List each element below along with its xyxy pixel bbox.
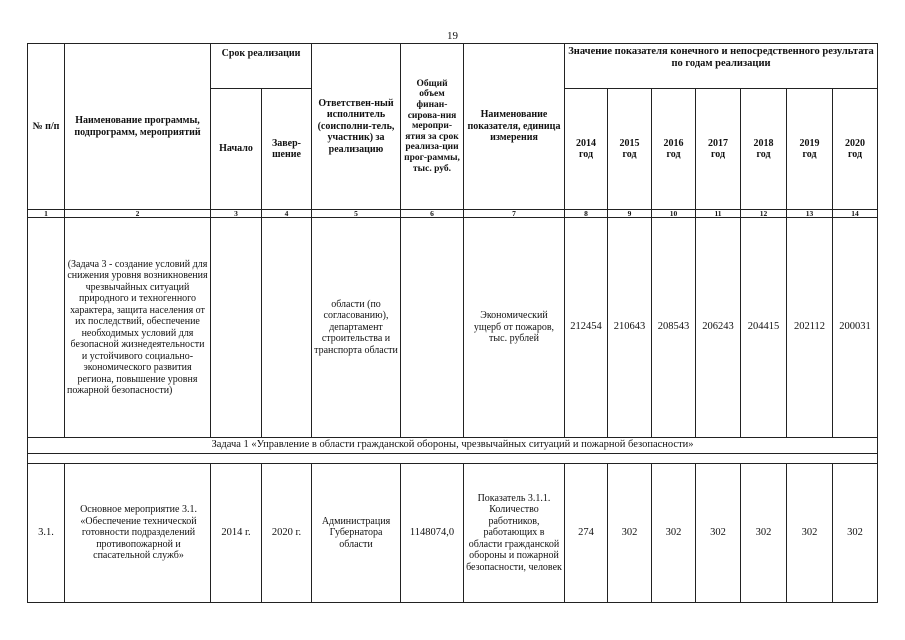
row-num [28, 218, 65, 438]
column-number: 1 [28, 210, 65, 218]
table-row-task3 [28, 218, 878, 438]
column-number: 10 [652, 210, 696, 218]
row-value-2018: 302 [741, 464, 787, 603]
row-indicator: Показатель 3.1.1. Количество работников, работающих в области гражданской обороны и пожарной безопасности, человек [464, 464, 565, 603]
row-start [211, 218, 262, 438]
row-start: 2014 г. [211, 464, 262, 603]
header-row-1 [28, 44, 878, 89]
spacer-cell [28, 454, 878, 464]
task-heading: Задача 1 «Управление в области гражданской обороны, чрезвычайных ситуаций и пожарной безопасности» [28, 438, 878, 454]
row-value-2016: 208543 [652, 218, 696, 438]
column-number: 11 [696, 210, 741, 218]
row-value-2014: 274 [565, 464, 608, 603]
header-year-2020: 2020 год [833, 89, 878, 210]
row-value-2017: 206243 [696, 218, 741, 438]
header-term: Срок реализации [211, 44, 312, 89]
header-year-2015: 2015 год [608, 89, 652, 210]
row-value-2014: 212454 [565, 218, 608, 438]
header-volume: Общий объем финан-сирова-ния меропри-ятия за срок реализа-ции прог-раммы, тыс. руб. [401, 44, 464, 210]
row-value-2019: 202112 [787, 218, 833, 438]
column-number: 13 [787, 210, 833, 218]
header-year-2014: 2014 год [565, 89, 608, 210]
row-value-2016: 302 [652, 464, 696, 603]
column-number: 5 [312, 210, 401, 218]
row-num: 3.1. [28, 464, 65, 603]
row-indicator: Экономический ущерб от пожаров, тыс. рублей [464, 218, 565, 438]
header-responsible: Ответствен-ный исполнитель (соисполни-тель, участник) за реализацию [312, 44, 401, 210]
row-responsible: области (по согласованию), департамент строительства и транспорта области [312, 218, 401, 438]
column-number: 9 [608, 210, 652, 218]
row-responsible: Администрация Губернатора области [312, 464, 401, 603]
header-values: Значение показателя конечного и непосредственного результата по годам реализации [565, 44, 878, 89]
column-number: 2 [65, 210, 211, 218]
header-end: Завер-шение [262, 89, 312, 210]
column-number: 7 [464, 210, 565, 218]
column-number: 3 [211, 210, 262, 218]
column-number: 8 [565, 210, 608, 218]
column-number: 12 [741, 210, 787, 218]
header-year-2017: 2017 год [696, 89, 741, 210]
row-volume [401, 218, 464, 438]
row-value-2019: 302 [787, 464, 833, 603]
row-volume: 1148074,0 [401, 464, 464, 603]
row-value-2018: 204415 [741, 218, 787, 438]
row-value-2020: 302 [833, 464, 878, 603]
program-table [27, 43, 878, 603]
row-value-2015: 210643 [608, 218, 652, 438]
row-end [262, 218, 312, 438]
header-indicator: Наименование показателя, единица измерения [464, 44, 565, 210]
spacer-row [28, 454, 878, 464]
row-value-2015: 302 [608, 464, 652, 603]
header-num: № п/п [28, 44, 65, 210]
column-numbers-row [28, 210, 878, 218]
header-year-2018: 2018 год [741, 89, 787, 210]
column-number: 4 [262, 210, 312, 218]
header-year-2016: 2016 год [652, 89, 696, 210]
header-year-2019: 2019 год [787, 89, 833, 210]
header-start: Начало [211, 89, 262, 210]
row-value-2020: 200031 [833, 218, 878, 438]
row-name: (Задача 3 - создание условий для снижения уровня возникновения чрезвычайных ситуаций природного и техногенного характера, защита населения от их последствий, обеспечение необходимых условий для безопасной жизнедеятельности и устойчивого социально-экономического развития региона, повышение уровня пожарной безопасности) [65, 218, 211, 438]
row-name: Основное мероприятие 3.1. «Обеспечение технической готовности подразделений противопожарной и спасательной служб» [65, 464, 211, 603]
table-row-3-1 [28, 464, 878, 603]
column-number: 6 [401, 210, 464, 218]
task-heading-row [28, 438, 878, 454]
header-name: Наименование программы, подпрограмм, мероприятий [65, 44, 211, 210]
column-number: 14 [833, 210, 878, 218]
page-number: 19 [447, 30, 458, 42]
row-end: 2020 г. [262, 464, 312, 603]
row-value-2017: 302 [696, 464, 741, 603]
